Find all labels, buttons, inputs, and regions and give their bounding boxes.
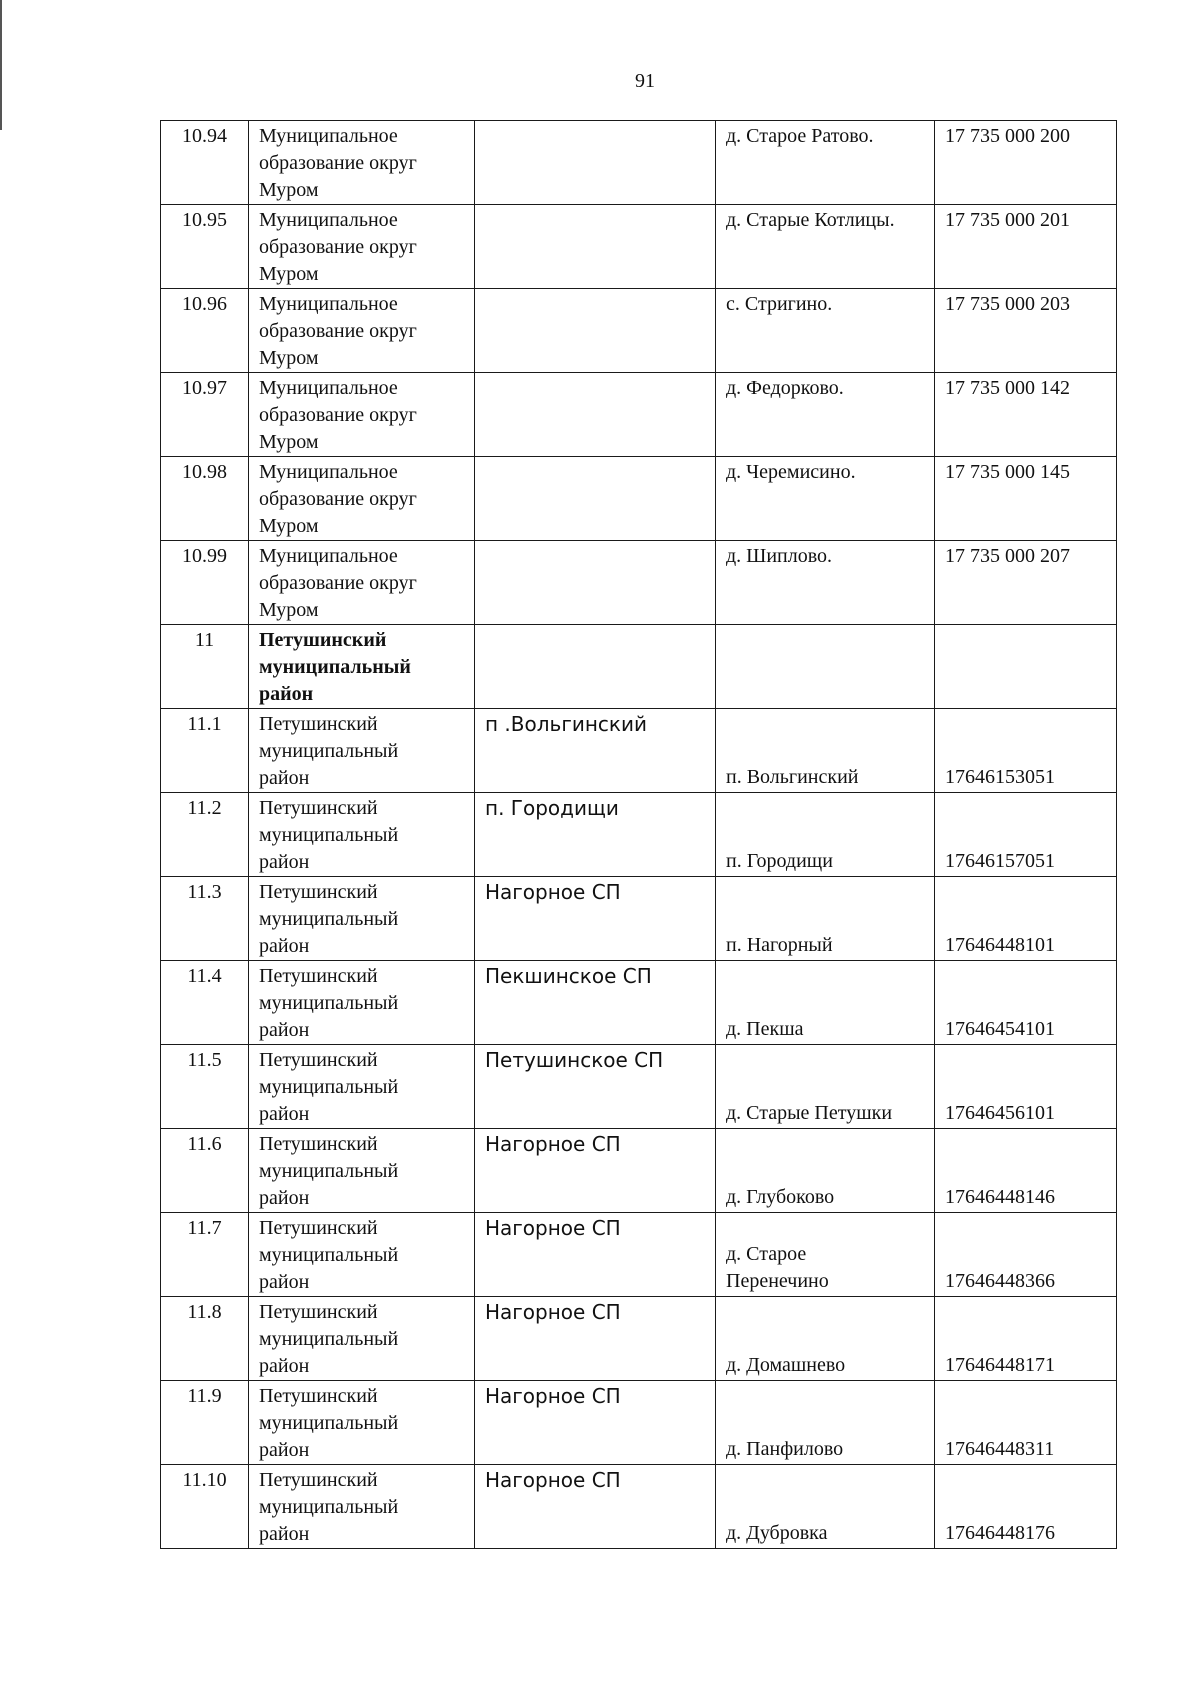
municipality-text: Муниципальное образование округ Муром bbox=[259, 209, 417, 285]
code-cell bbox=[935, 877, 1117, 961]
row-number-cell bbox=[161, 1465, 249, 1549]
settlement-text: п. Вольгинский bbox=[726, 766, 859, 788]
code-cell bbox=[935, 793, 1117, 877]
municipality-text: Петушинский муниципальный район bbox=[259, 1133, 399, 1209]
table-row bbox=[161, 1381, 1117, 1465]
scan-edge-mark bbox=[0, 0, 2, 130]
settlement-text: д. Черемисино. bbox=[726, 461, 856, 483]
table-row bbox=[161, 541, 1117, 625]
table-row bbox=[161, 289, 1117, 373]
municipality-text: Муниципальное образование округ Муром bbox=[259, 545, 417, 621]
settlement-text: д. Дубровка bbox=[726, 1522, 828, 1544]
row-number-cell bbox=[161, 205, 249, 289]
settlement-cell bbox=[716, 289, 935, 373]
code-cell bbox=[935, 373, 1117, 457]
table-row bbox=[161, 121, 1117, 205]
subdivision-text: Нагорное СП bbox=[485, 1384, 621, 1408]
municipality-cell bbox=[249, 1213, 475, 1297]
municipality-text: Петушинский муниципальный район bbox=[259, 1469, 399, 1545]
municipality-text: Муниципальное образование округ Муром bbox=[259, 461, 417, 537]
settlement-text: д. Старые Петушки bbox=[726, 1102, 893, 1124]
code-cell bbox=[935, 961, 1117, 1045]
row-number-cell bbox=[161, 793, 249, 877]
municipality-text: Муниципальное образование округ Муром bbox=[259, 293, 417, 369]
municipality-text: Петушинский муниципальный район bbox=[259, 1301, 399, 1377]
municipality-text: Петушинский муниципальный район bbox=[259, 629, 411, 705]
municipality-text: Муниципальное образование округ Муром bbox=[259, 377, 417, 453]
row-number-text: 11.9 bbox=[187, 1385, 222, 1407]
code-cell bbox=[935, 1297, 1117, 1381]
settlement-cell bbox=[716, 1465, 935, 1549]
municipality-text: Петушинский муниципальный район bbox=[259, 797, 399, 873]
settlement-cell bbox=[716, 1045, 935, 1129]
settlement-cell bbox=[716, 373, 935, 457]
table-row bbox=[161, 625, 1117, 709]
table-row bbox=[161, 373, 1117, 457]
settlement-cell bbox=[716, 709, 935, 793]
municipality-cell bbox=[249, 457, 475, 541]
municipality-cell bbox=[249, 625, 475, 709]
code-text: 17 735 000 207 bbox=[945, 545, 1070, 567]
municipality-text: Петушинский муниципальный район bbox=[259, 713, 399, 789]
table-row bbox=[161, 1129, 1117, 1213]
municipality-cell bbox=[249, 793, 475, 877]
row-number-text: 11.1 bbox=[187, 713, 222, 735]
code-text: 17646456101 bbox=[945, 1102, 1055, 1124]
code-text: 17 735 000 203 bbox=[945, 293, 1070, 315]
table-row bbox=[161, 1045, 1117, 1129]
code-text: 17646448176 bbox=[945, 1522, 1055, 1544]
row-number-text: 11.8 bbox=[187, 1301, 222, 1323]
settlement-cell bbox=[716, 205, 935, 289]
code-cell bbox=[935, 625, 1117, 709]
subdivision-text: Нагорное СП bbox=[485, 1216, 621, 1240]
settlement-cell bbox=[716, 457, 935, 541]
table-row bbox=[161, 709, 1117, 793]
settlement-cell bbox=[716, 961, 935, 1045]
row-number-text: 10.95 bbox=[182, 209, 227, 231]
code-cell bbox=[935, 1213, 1117, 1297]
table-row bbox=[161, 877, 1117, 961]
municipality-cell bbox=[249, 541, 475, 625]
row-number-text: 11.5 bbox=[187, 1049, 222, 1071]
municipality-text: Петушинский муниципальный район bbox=[259, 1385, 399, 1461]
code-cell bbox=[935, 1465, 1117, 1549]
subdivision-text: Нагорное СП bbox=[485, 1468, 621, 1492]
row-number-cell bbox=[161, 373, 249, 457]
subdivision-text: Петушинское СП bbox=[485, 1048, 664, 1072]
subdivision-cell bbox=[475, 1213, 716, 1297]
code-cell bbox=[935, 709, 1117, 793]
row-number-cell bbox=[161, 541, 249, 625]
settlement-cell bbox=[716, 625, 935, 709]
municipality-cell bbox=[249, 1045, 475, 1129]
municipality-text: Петушинский муниципальный район bbox=[259, 965, 399, 1041]
row-number-text: 10.97 bbox=[182, 377, 227, 399]
subdivision-cell bbox=[475, 625, 716, 709]
settlement-text: п. Городищи bbox=[726, 850, 833, 872]
settlement-text: с. Стригино. bbox=[726, 293, 833, 315]
code-text: 17646448366 bbox=[945, 1270, 1055, 1292]
municipality-cell bbox=[249, 121, 475, 205]
code-text: 17646454101 bbox=[945, 1018, 1055, 1040]
settlement-text: п. Нагорный bbox=[726, 934, 833, 956]
code-text: 17646448171 bbox=[945, 1354, 1055, 1376]
row-number-text: 10.96 bbox=[182, 293, 227, 315]
subdivision-cell bbox=[475, 541, 716, 625]
code-text: 17646448101 bbox=[945, 934, 1055, 956]
row-number-cell bbox=[161, 625, 249, 709]
code-text: 17646448146 bbox=[945, 1186, 1055, 1208]
code-text: 17 735 000 201 bbox=[945, 209, 1070, 231]
row-number-cell bbox=[161, 1213, 249, 1297]
code-text: 17 735 000 145 bbox=[945, 461, 1070, 483]
code-cell bbox=[935, 1129, 1117, 1213]
municipality-text: Петушинский муниципальный район bbox=[259, 1049, 399, 1125]
settlement-text: д. Шиплово. bbox=[726, 545, 833, 567]
code-text: 17646448311 bbox=[945, 1438, 1055, 1460]
table-row bbox=[161, 457, 1117, 541]
municipality-text: Муниципальное образование округ Муром bbox=[259, 125, 417, 201]
settlement-text: д. Домашнево bbox=[726, 1354, 846, 1376]
row-number-cell bbox=[161, 1129, 249, 1213]
row-number-text: 11.6 bbox=[187, 1133, 222, 1155]
municipality-text: Петушинский муниципальный район bbox=[259, 881, 399, 957]
subdivision-cell bbox=[475, 1465, 716, 1549]
municipality-text: Петушинский муниципальный район bbox=[259, 1217, 399, 1293]
settlement-cell bbox=[716, 541, 935, 625]
settlement-cell bbox=[716, 121, 935, 205]
code-cell bbox=[935, 1381, 1117, 1465]
settlement-text: д. Старое Ратово. bbox=[726, 125, 874, 147]
settlement-text: д. Панфилово bbox=[726, 1438, 844, 1460]
settlement-text: д. Федорково. bbox=[726, 377, 844, 399]
subdivision-text: Нагорное СП bbox=[485, 1132, 621, 1156]
subdivision-cell bbox=[475, 961, 716, 1045]
code-cell bbox=[935, 457, 1117, 541]
row-number-cell bbox=[161, 961, 249, 1045]
row-number-text: 10.94 bbox=[182, 125, 227, 147]
row-number-text: 11.4 bbox=[187, 965, 222, 987]
subdivision-cell bbox=[475, 793, 716, 877]
subdivision-cell bbox=[475, 1129, 716, 1213]
subdivision-cell bbox=[475, 709, 716, 793]
table-row bbox=[161, 1465, 1117, 1549]
table-body bbox=[161, 121, 1117, 1549]
municipality-cell bbox=[249, 289, 475, 373]
settlements-table bbox=[160, 120, 1117, 1549]
subdivision-cell bbox=[475, 205, 716, 289]
subdivision-cell bbox=[475, 1297, 716, 1381]
page-number: 91 bbox=[635, 70, 655, 92]
municipality-cell bbox=[249, 1465, 475, 1549]
code-cell bbox=[935, 289, 1117, 373]
subdivision-cell bbox=[475, 289, 716, 373]
code-text: 17 735 000 142 bbox=[945, 377, 1070, 399]
municipality-cell bbox=[249, 1297, 475, 1381]
settlement-cell bbox=[716, 1213, 935, 1297]
subdivision-cell bbox=[475, 1045, 716, 1129]
code-text: 17646157051 bbox=[945, 850, 1055, 872]
table-row bbox=[161, 793, 1117, 877]
row-number-cell bbox=[161, 457, 249, 541]
settlement-text: д. Старое Перенечино bbox=[726, 1243, 829, 1292]
municipality-cell bbox=[249, 877, 475, 961]
municipality-cell bbox=[249, 1381, 475, 1465]
row-number-text: 11.10 bbox=[182, 1469, 227, 1491]
table-row bbox=[161, 1213, 1117, 1297]
row-number-cell bbox=[161, 289, 249, 373]
settlement-cell bbox=[716, 1129, 935, 1213]
municipality-cell bbox=[249, 373, 475, 457]
subdivision-cell bbox=[475, 457, 716, 541]
row-number-cell bbox=[161, 1381, 249, 1465]
subdivision-cell bbox=[475, 877, 716, 961]
table-row bbox=[161, 961, 1117, 1045]
settlement-cell bbox=[716, 1381, 935, 1465]
settlement-text: д. Старые Котлицы. bbox=[726, 209, 895, 231]
row-number-text: 10.99 bbox=[182, 545, 227, 567]
municipality-cell bbox=[249, 1129, 475, 1213]
row-number-cell bbox=[161, 709, 249, 793]
row-number-text: 11.7 bbox=[187, 1217, 222, 1239]
code-text: 17646153051 bbox=[945, 766, 1055, 788]
table-row bbox=[161, 1297, 1117, 1381]
row-number-cell bbox=[161, 1297, 249, 1381]
subdivision-text: п .Вольгинский bbox=[485, 712, 647, 736]
settlement-cell bbox=[716, 1297, 935, 1381]
row-number-text: 11.3 bbox=[187, 881, 222, 903]
subdivision-cell bbox=[475, 373, 716, 457]
subdivision-cell bbox=[475, 1381, 716, 1465]
settlement-text: д. Глубоково bbox=[726, 1186, 835, 1208]
row-number-text: 11 bbox=[194, 629, 215, 651]
municipality-cell bbox=[249, 961, 475, 1045]
subdivision-text: Пекшинское СП bbox=[485, 964, 652, 988]
row-number-text: 10.98 bbox=[182, 461, 227, 483]
code-cell bbox=[935, 1045, 1117, 1129]
code-cell bbox=[935, 205, 1117, 289]
code-cell bbox=[935, 121, 1117, 205]
code-cell bbox=[935, 541, 1117, 625]
row-number-cell bbox=[161, 121, 249, 205]
subdivision-text: п. Городищи bbox=[485, 796, 619, 820]
code-text: 17 735 000 200 bbox=[945, 125, 1070, 147]
municipality-cell bbox=[249, 709, 475, 793]
subdivision-text: Нагорное СП bbox=[485, 880, 621, 904]
row-number-cell bbox=[161, 1045, 249, 1129]
row-number-text: 11.2 bbox=[187, 797, 222, 819]
municipality-cell bbox=[249, 205, 475, 289]
settlement-cell bbox=[716, 793, 935, 877]
settlement-cell bbox=[716, 877, 935, 961]
subdivision-cell bbox=[475, 121, 716, 205]
settlement-text: д. Пекша bbox=[726, 1018, 804, 1040]
row-number-cell bbox=[161, 877, 249, 961]
table-row bbox=[161, 205, 1117, 289]
subdivision-text: Нагорное СП bbox=[485, 1300, 621, 1324]
